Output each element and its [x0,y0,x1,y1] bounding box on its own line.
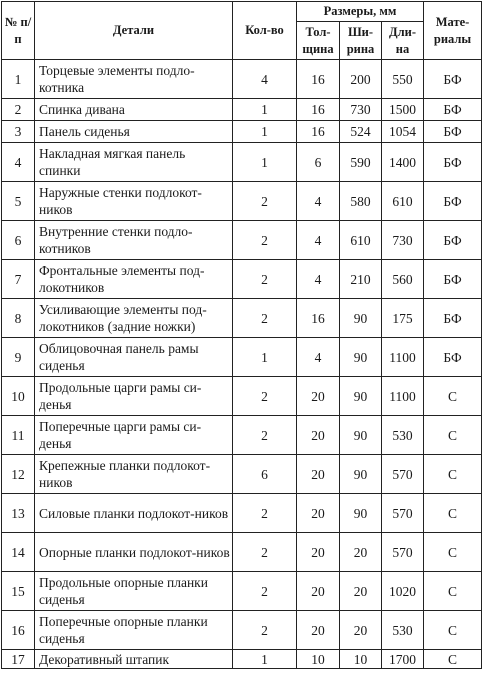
part-width: 10 [340,650,382,669]
part-length: 530 [382,611,424,650]
part-name: Поперечные царги рамы си-денья [35,416,233,455]
row-number: 17 [2,650,35,669]
part-thickness: 4 [297,182,340,221]
part-thickness: 20 [297,572,340,611]
table-row [2,494,482,533]
part-length: 530 [382,416,424,455]
part-material: БФ [424,143,482,182]
part-width: 90 [340,494,382,533]
part-qty: 2 [233,611,297,650]
part-qty: 2 [233,494,297,533]
header-num: № п/п [2,2,35,60]
row-number: 6 [2,221,35,260]
part-name: Внутренние стенки подло-котников [35,221,233,260]
header-details: Детали [35,2,233,60]
part-thickness: 4 [297,260,340,299]
part-width: 730 [340,99,382,121]
table-row [2,121,482,143]
row-number: 12 [2,455,35,494]
part-material: БФ [424,121,482,143]
part-length: 1700 [382,650,424,669]
part-width: 580 [340,182,382,221]
part-length: 570 [382,494,424,533]
part-name: Продольные опорные планки сиденья [35,572,233,611]
table-row [2,299,482,338]
table-row [2,611,482,650]
part-material: БФ [424,99,482,121]
part-qty: 1 [233,99,297,121]
part-length: 1400 [382,143,424,182]
table-row [2,99,482,121]
part-length: 570 [382,533,424,572]
header-qty: Кол-во [233,2,297,60]
part-material: С [424,494,482,533]
header-width: Ши-рина [340,22,382,60]
part-thickness: 20 [297,611,340,650]
part-name: Спинка дивана [35,99,233,121]
part-material: С [424,611,482,650]
part-material: С [424,572,482,611]
part-thickness: 20 [297,455,340,494]
table-row [2,650,482,669]
part-length: 560 [382,260,424,299]
table-row [2,572,482,611]
part-qty: 6 [233,455,297,494]
part-width: 90 [340,455,382,494]
table-row [2,455,482,494]
part-thickness: 20 [297,494,340,533]
part-thickness: 16 [297,121,340,143]
part-length: 1020 [382,572,424,611]
row-number: 4 [2,143,35,182]
part-material: С [424,455,482,494]
part-width: 90 [340,299,382,338]
table-row [2,338,482,377]
row-number: 7 [2,260,35,299]
part-length: 550 [382,60,424,99]
table-row [2,143,482,182]
part-name: Декоративный штапик [35,650,233,669]
table-row [2,416,482,455]
part-name: Наружные стенки подлокот-ников [35,182,233,221]
part-material: С [424,650,482,669]
part-qty: 2 [233,182,297,221]
table-row [2,533,482,572]
table-row [2,377,482,416]
part-thickness: 4 [297,221,340,260]
header-thickness: Тол-щина [297,22,340,60]
row-number: 5 [2,182,35,221]
part-thickness: 10 [297,650,340,669]
part-material: БФ [424,338,482,377]
part-material: С [424,377,482,416]
part-qty: 2 [233,416,297,455]
part-material: БФ [424,299,482,338]
row-number: 11 [2,416,35,455]
part-name: Продольные царги рамы си-денья [35,377,233,416]
table-row [2,221,482,260]
row-number: 2 [2,99,35,121]
part-length: 175 [382,299,424,338]
part-material: БФ [424,60,482,99]
table-row [2,260,482,299]
part-qty: 2 [233,533,297,572]
part-name: Силовые планки подлокот-ников [35,494,233,533]
row-number: 1 [2,60,35,99]
parts-table [1,1,482,669]
part-width: 524 [340,121,382,143]
part-width: 20 [340,533,382,572]
row-number: 8 [2,299,35,338]
header-sizes: Размеры, мм [297,2,424,22]
part-name: Опорные планки подлокот-ников [35,533,233,572]
part-length: 610 [382,182,424,221]
part-material: С [424,416,482,455]
part-length: 730 [382,221,424,260]
part-qty: 1 [233,121,297,143]
part-name: Фронтальные элементы под-локотников [35,260,233,299]
table-body [2,60,482,669]
row-number: 9 [2,338,35,377]
row-number: 10 [2,377,35,416]
part-qty: 1 [233,650,297,669]
part-length: 1100 [382,377,424,416]
part-width: 590 [340,143,382,182]
part-qty: 2 [233,221,297,260]
part-width: 90 [340,416,382,455]
part-length: 1054 [382,121,424,143]
part-qty: 1 [233,338,297,377]
part-name: Накладная мягкая панель спинки [35,143,233,182]
part-qty: 2 [233,572,297,611]
part-qty: 1 [233,143,297,182]
part-qty: 2 [233,377,297,416]
part-name: Усиливающие элементы под-локотников (задние ножки) [35,299,233,338]
part-width: 210 [340,260,382,299]
part-material: БФ [424,260,482,299]
part-width: 20 [340,572,382,611]
row-number: 15 [2,572,35,611]
table-row [2,182,482,221]
table-row [2,60,482,99]
part-name: Крепежные планки подлокот-ников [35,455,233,494]
part-thickness: 20 [297,533,340,572]
part-width: 20 [340,611,382,650]
part-qty: 2 [233,260,297,299]
part-name: Торцевые элементы подло-котника [35,60,233,99]
header-length: Дли-на [382,22,424,60]
part-length: 1100 [382,338,424,377]
part-name: Панель сиденья [35,121,233,143]
part-thickness: 16 [297,99,340,121]
part-material: С [424,533,482,572]
part-qty: 2 [233,299,297,338]
row-number: 14 [2,533,35,572]
part-thickness: 16 [297,299,340,338]
part-name: Облицовочная панель рамы сиденья [35,338,233,377]
row-number: 16 [2,611,35,650]
part-thickness: 20 [297,377,340,416]
row-number: 13 [2,494,35,533]
part-width: 90 [340,377,382,416]
part-thickness: 20 [297,416,340,455]
part-qty: 4 [233,60,297,99]
part-name: Поперечные опорные планки сиденья [35,611,233,650]
part-width: 610 [340,221,382,260]
part-length: 1500 [382,99,424,121]
part-thickness: 16 [297,60,340,99]
part-material: БФ [424,221,482,260]
part-length: 570 [382,455,424,494]
part-material: БФ [424,182,482,221]
row-number: 3 [2,121,35,143]
part-thickness: 6 [297,143,340,182]
part-thickness: 4 [297,338,340,377]
header-materials: Мате-риалы [424,2,482,60]
part-width: 200 [340,60,382,99]
part-width: 90 [340,338,382,377]
